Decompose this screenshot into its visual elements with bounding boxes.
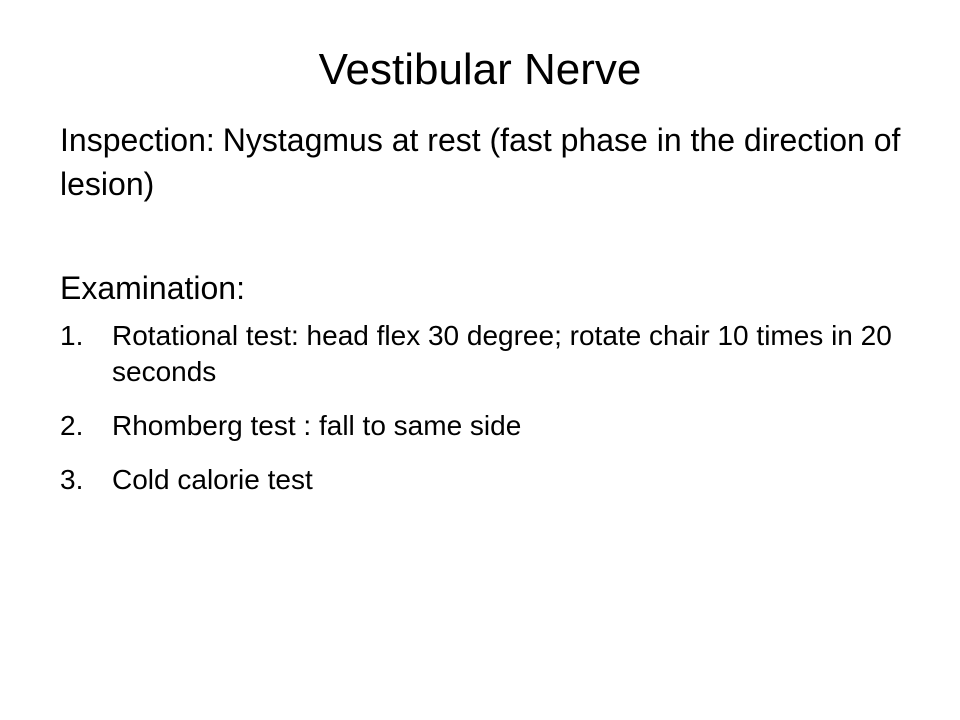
step-text: Cold calorie test	[112, 464, 313, 495]
slide-body	[60, 118, 910, 516]
list-item	[60, 318, 910, 390]
inspection-paragraph	[60, 118, 910, 206]
inspection-label: Inspection:	[60, 122, 215, 158]
examination-heading: Examination:	[60, 270, 245, 306]
step-number: 3.	[60, 464, 84, 495]
examination-steps	[60, 318, 910, 498]
step-number: 2.	[60, 410, 84, 441]
inspection-text: Nystagmus at rest (fast phase in the direction of lesion)	[60, 122, 901, 202]
step-text: Rotational test: head flex 30 degree; rotate chair 10 times in 20 seconds	[112, 320, 892, 387]
step-number: 1.	[60, 320, 84, 351]
step-text: Rhomberg test : fall to same side	[112, 410, 522, 441]
list-item	[60, 408, 910, 444]
list-item	[60, 462, 910, 498]
slide-title: Vestibular Nerve	[318, 45, 642, 94]
